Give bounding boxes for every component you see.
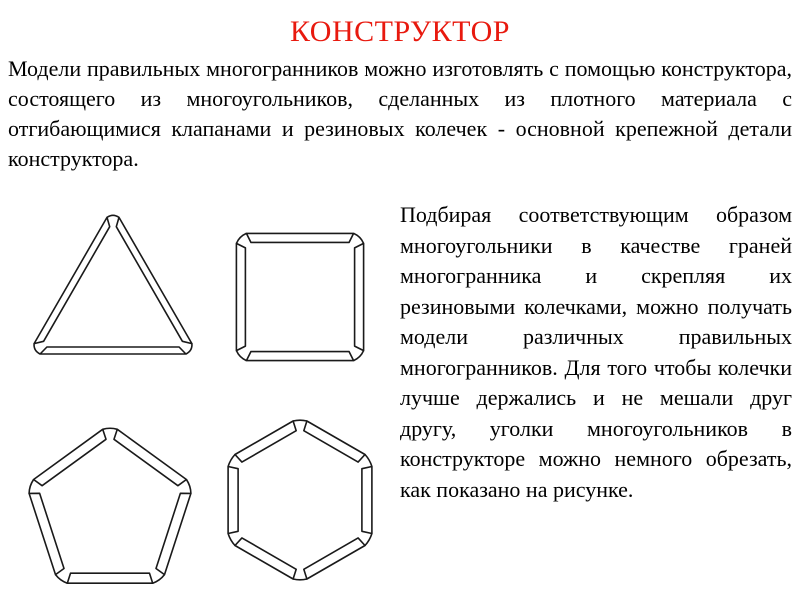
- pentagon-piece-flap: [114, 429, 186, 485]
- pentagon-piece-flap: [34, 429, 106, 485]
- square-piece-flap: [236, 243, 245, 350]
- triangle-piece-flap: [34, 217, 110, 343]
- polygon-figures: [0, 200, 400, 600]
- hexagon-piece: [228, 420, 372, 580]
- hexagon-piece-flap: [362, 467, 372, 534]
- pentagon-piece-flap: [29, 493, 64, 574]
- hexagon-piece-flap: [304, 421, 365, 462]
- hexagon-piece-flap: [228, 467, 238, 534]
- pentagon-piece-flap: [156, 493, 191, 574]
- hexagon-piece-corner-cut: [293, 579, 307, 580]
- square-piece-flap: [246, 233, 353, 242]
- hexagon-piece-flap: [304, 538, 365, 579]
- triangle-piece-flap: [40, 347, 186, 354]
- square-piece-corner-cut: [354, 233, 364, 243]
- hexagon-piece-corner-cut: [365, 455, 372, 467]
- polygon-figures-svg: [0, 200, 400, 600]
- triangle-piece-corner-cut: [34, 344, 40, 354]
- triangle-piece-corner-cut: [186, 344, 192, 354]
- square-piece-flap: [355, 243, 364, 350]
- hexagon-piece-corner-cut: [228, 455, 235, 467]
- square-piece-corner-cut: [354, 351, 364, 361]
- pentagon-piece-corner-cut: [186, 480, 191, 494]
- square-piece: [236, 233, 363, 360]
- square-piece-corner-cut: [236, 233, 246, 243]
- triangle-piece-corner-cut: [107, 215, 119, 217]
- pentagon-piece-corner-cut: [29, 480, 33, 494]
- intro-paragraph: Модели правильных многогранников можно изготовлять с помощью конструктора, состоящего из многоугольников, сделанных из плотного материала с отгибающимися клапанами и резиновых колечек - основной крепежной детали конструктора.: [8, 56, 792, 171]
- hexagon-piece-corner-cut: [293, 420, 307, 421]
- hexagon-piece-flap: [235, 538, 296, 579]
- pentagon-piece-corner-cut: [103, 428, 118, 429]
- side-paragraph: Подбирая соответствующим образом многоугольники в качестве граней многогранника и скрепляя их резиновыми колечками, можно получать модели различных правильных многогранников. Для того чтобы колечки лучше держались и не мешали друг другу, уголки многоугольников в конструкторе можно немного обрезать, как показано на рисунке.: [400, 202, 792, 502]
- hexagon-piece-corner-cut: [228, 534, 235, 546]
- hexagon-piece-corner-cut: [365, 534, 372, 546]
- pentagon-piece-flap: [67, 573, 152, 583]
- triangle-piece-flap: [116, 217, 192, 343]
- pentagon-piece-corner-cut: [153, 575, 165, 584]
- slide-title: КОНСТРУКТОР: [290, 15, 510, 48]
- triangle-piece: [34, 215, 192, 354]
- square-piece-corner-cut: [236, 351, 246, 361]
- pentagon-piece: [29, 428, 191, 583]
- hexagon-piece-flap: [235, 421, 296, 462]
- pentagon-piece-corner-cut: [56, 575, 68, 584]
- square-piece-flap: [246, 352, 353, 361]
